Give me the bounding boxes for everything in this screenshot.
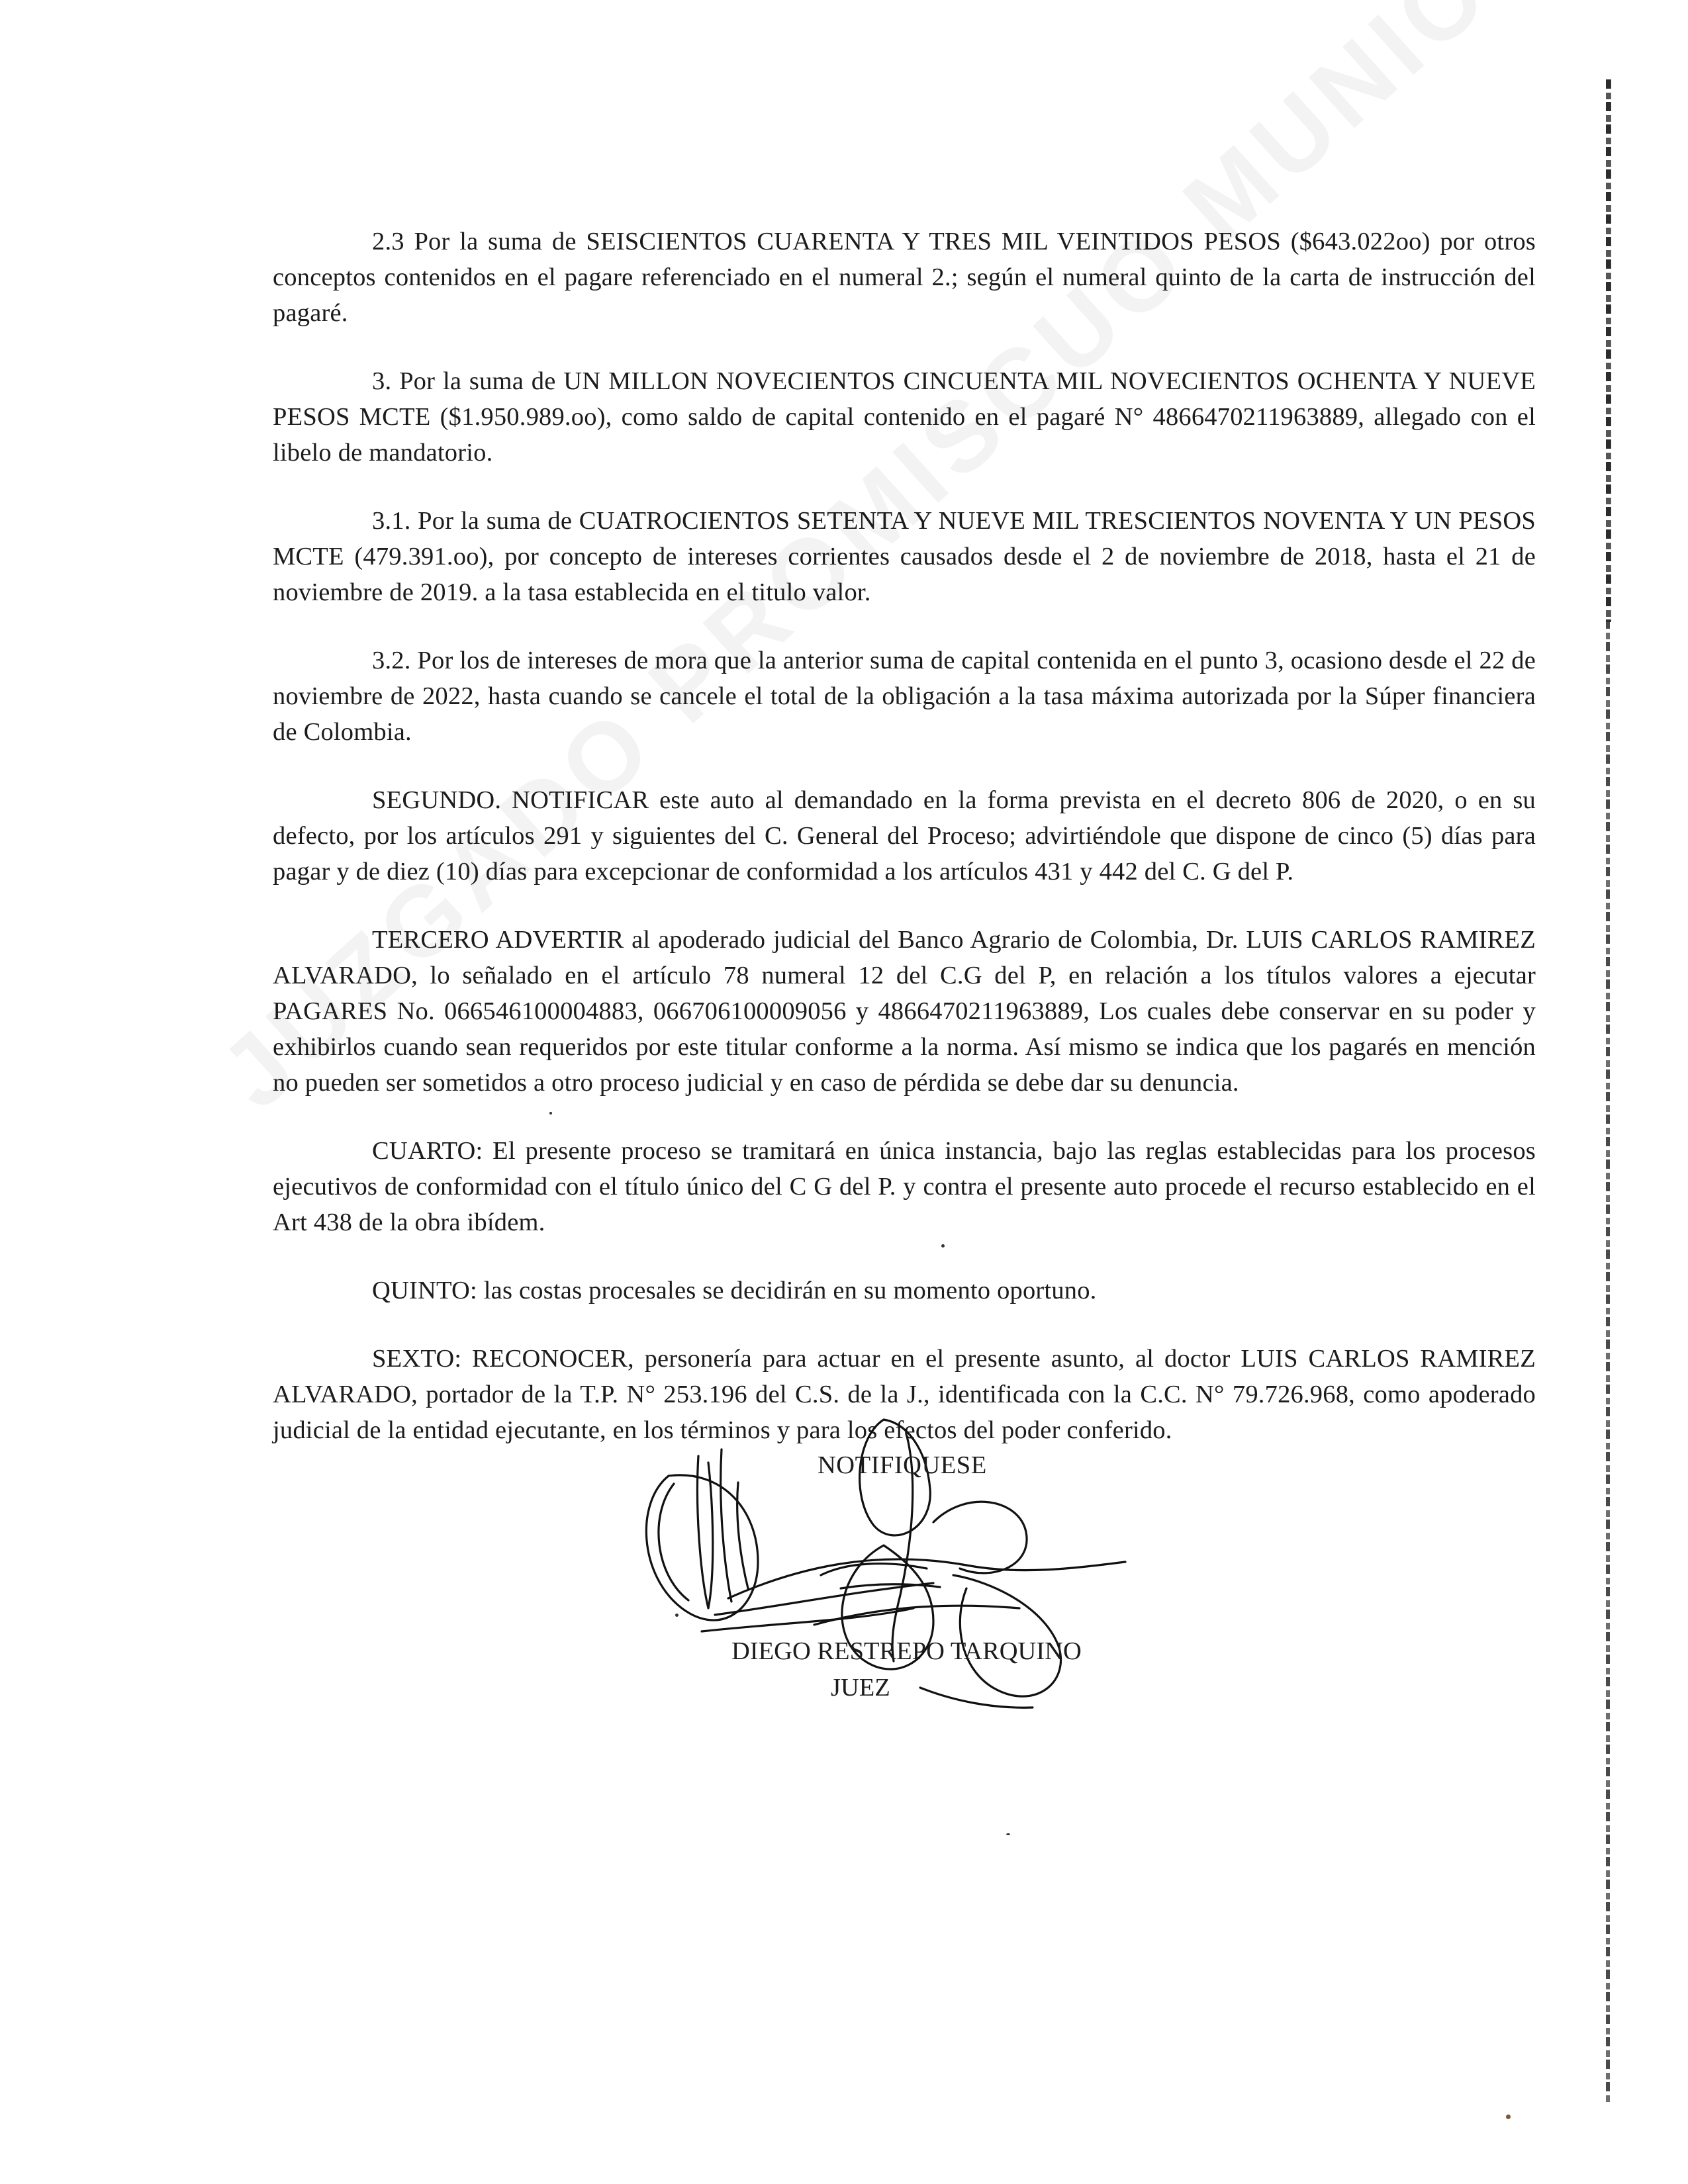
paragraph-cuarto: CUARTO: El presente proceso se tramitará en única instancia, bajo las reglas establecidas para los procesos ejecutivos de conformidad con el título único del C G del P. y contra el presente auto procede el recurso establecido en el Art 438 de la obra ibídem. <box>273 1137 1536 1236</box>
signature-block <box>622 1410 1152 1727</box>
signer-name: DIEGO RESTREPO TARQUINO <box>731 1637 1082 1665</box>
closing-notify: NOTIFIQUESE <box>818 1451 987 1479</box>
paragraph-segundo: SEGUNDO. NOTIFICAR este auto al demandado en la forma prevista en el decreto 806 de 2020, o en su defecto, por los artículos 291 y siguientes del C. General del Proceso; advirtiéndole que dispone de cinco (5) días para pagar y de diez (10) días para excepcionar de conformidad a los artículos 431 y 442 del C. G del P. <box>273 786 1536 886</box>
signer-title: JUEZ <box>831 1674 890 1702</box>
paragraph-sexto: SEXTO: RECONOCER, personería para actuar en el presente asunto, al doctor LUIS CARLOS RAMIREZ ALVARADO, portador de la T.P. N° 253.196 del C.S. de la J., identificada con la C.C. N° 79.726.968, como apoderado judicial de la entidad ejecutante, en los términos y para los efectos del poder conferido. <box>273 1345 1536 1444</box>
paragraph-tercero: TERCERO ADVERTIR al apoderado judicial del Banco Agrario de Colombia, Dr. LUIS CARLOS RAMIREZ ALVARADO, lo señalado en el artículo 78 numeral 12 del C.G del P, en relación a los títulos valores a ejecutar PAGARES No. 066546100004883, 066706100009056 y 4866470211963889, Los cuales debe conservar en su poder y exhibirlos cuando sean requeridos por este titular conforme a la norma. Así mismo se indica que los pagarés en mención no pueden ser sometidos a otro proceso judicial y en caso de pérdida se debe dar su denuncia. <box>273 926 1536 1097</box>
scan-edge-mark-upper <box>1606 79 1611 622</box>
paragraph-3-2: 3.2. Por los de intereses de mora que la anterior suma de capital contenida en el punto 3, ocasiono desde el 22 de noviembre de 2022, hasta cuando se cancele el total de la obligación a la tasa máxima autorizada por la Súper financiera de Colombia. <box>273 647 1536 746</box>
scan-speck <box>675 1614 679 1617</box>
paragraph-3: 3. Por la suma de UN MILLON NOVECIENTOS CINCUENTA MIL NOVECIENTOS OCHENTA Y NUEVE PESOS MCTE ($1.950.989.oo), como saldo de capital contenido en el pagaré N° 4866470211963889, allegado con el libelo de mandatorio. <box>273 367 1536 467</box>
scan-speck <box>549 1112 552 1115</box>
scan-speck <box>1506 2115 1511 2119</box>
paragraph-quinto: QUINTO: las costas procesales se decidirán en su momento oportuno. <box>372 1277 1097 1304</box>
scan-speck <box>941 1244 945 1248</box>
document-body <box>273 224 1536 1448</box>
paragraph-3-1: 3.1. Por la suma de CUATROCIENTOS SETENTA Y NUEVE MIL TRESCIENTOS NOVENTA Y UN PESOS MCTE (479.391.oo), por concepto de intereses corrientes causados desde el 2 de noviembre de 2018, hasta el 21 de noviembre de 2019. a la tasa establecida en el titulo valor. <box>273 507 1536 606</box>
scan-speck <box>1006 1833 1010 1835</box>
paragraph-2-3: 2.3 Por la suma de SEISCIENTOS CUARENTA Y TRES MIL VEINTIDOS PESOS ($643.022oo) por otros conceptos contenidos en el pagare referenciado en el numeral 2.; según el numeral quinto de la carta de instrucción del pagaré. <box>273 228 1536 327</box>
